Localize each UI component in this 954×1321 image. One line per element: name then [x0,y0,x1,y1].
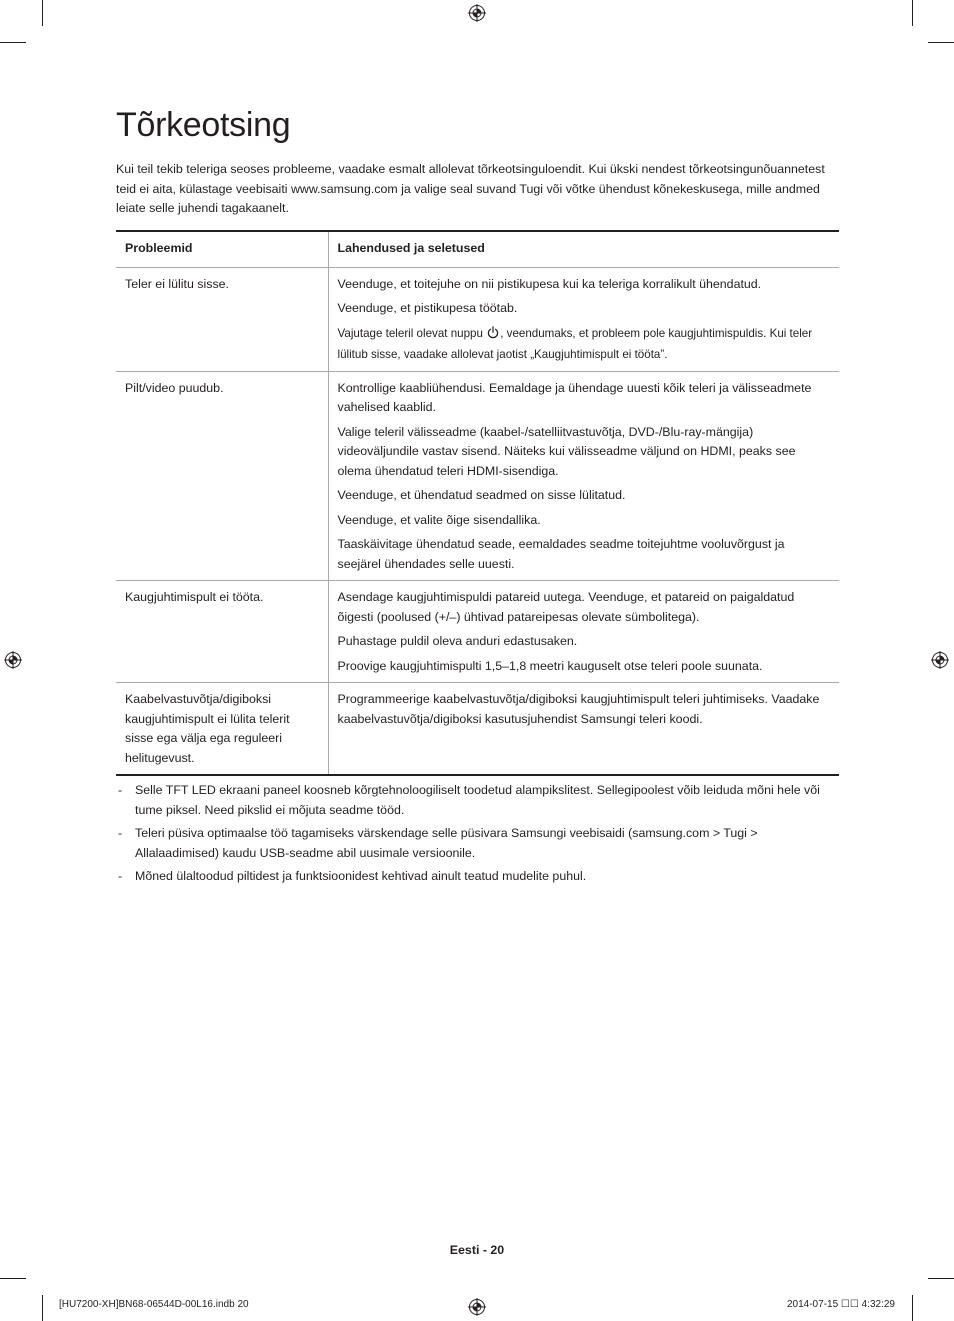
notes-list [116,781,839,891]
crop-mark [42,0,43,26]
crop-mark [928,42,954,43]
note-text: Selle TFT LED ekraani paneel koosneb kõrgtehnoloogiliselt toodetud alampikslitest. Sellegipoolest võib leiduda mõni hele või tume piksel. Need pikslid ei mõjuta seadme tööd. [135,783,820,817]
solutions-cell [328,581,839,683]
note-bullet: - [118,869,123,883]
solution-item: Proovige kaugjuhtimispulti 1,5–1,8 meetri kauguselt otse teleri poole suunata. [337,658,763,673]
problem-cell: Teler ei lülitu sisse. [116,267,328,371]
solution-item: Asendage kaugjuhtimispuldi patareid uutega. Veenduge, et patareid on paigaldatud õigesti (poolused (+/–) ühtivad patareipesas olevate sümbolitega). [337,590,795,624]
registration-mark-icon [468,1298,486,1316]
solution-item: Taaskäivitage ühendatud seade, eemaldades seadme toitejuhtme vooluvõrgust ja seejärel ühendades selle uuesti. [337,537,785,571]
crop-mark [912,0,913,26]
solution-item: Kontrollige kaabliühendusi. Eemaldage ja ühendage uuesti kõik teleri ja välisseadmete vahelised kaablid. [337,380,812,414]
registration-mark-icon [931,651,949,669]
table-row [116,371,839,581]
solution-item: Veenduge, et toitejuhe on nii pistikupesa kui ka teleriga korralikult ühendatud. [337,276,762,291]
problem-cell: Pilt/video puudub. [116,371,328,581]
solutions-cell [328,371,839,581]
page-number: Eesti - 20 [449,1243,505,1257]
power-icon [487,326,499,346]
page-title: Tõrkeotsing [116,106,291,144]
solutions-cell [328,267,839,371]
column-header-solutions: Lahendused ja seletused [328,231,839,267]
note-bullet: - [118,783,123,797]
solution-text: , veendumaks, et probleem pole kaugjuhtimispuldis. Kui teler lülitub sisse, vaadake allolevat jaotist „Kaugjuhtimispult ei tööta”. [337,326,813,361]
solution-item: Veenduge, et pistikupesa töötab. [337,301,518,315]
solution-item: Programmeerige kaabelvastuvõtja/digiboksi kaugjuhtimispult teleri juhtimiseks. Vaadake kaabelvastuvõtja/digiboksi kasutusjuhendist Samsungi teleri koodi. [337,692,820,726]
troubleshooting-table [116,230,839,776]
crop-mark [0,1278,26,1279]
note-text: Mõned ülaltoodud piltidest ja funktsioonidest kehtivad ainult teatud mudelite puhul. [135,869,587,883]
intro-paragraph: Kui teil tekib teleriga seoses probleeme, vaadake esmalt allolevat tõrkeotsinguloendit. Kui ükski nendest tõrkeotsingunõuannetest teid ei aita, külastage veebisaiti www.samsung.com ja valige seal suvand Tugi või võtke ühendust kõnekeskusega, mille andmed leiate selle juhendi tagakaanelt. [116,162,825,215]
registration-mark-icon [468,4,486,22]
table-row [116,683,839,776]
solution-item: Veenduge, et ühendatud seadmed on sisse lülitatud. [337,488,626,502]
note-item [116,824,839,863]
crop-mark [0,42,26,43]
note-item [116,867,839,887]
table-row [116,267,839,371]
solution-item: Valige teleril välisseadme (kaabel-/satelliitvastuvõtja, DVD-/Blu-ray-mängija) videoväljundile vastav sisend. Näiteks kui välisseadme väljund on HDMI, peaks see olema ühendatud teleri HDMI-sisendiga. [337,424,796,478]
note-item [116,781,839,820]
solution-text: Vajutage teleril olevat nuppu [337,326,483,340]
note-text: Teleri püsiva optimaalse töö tagamiseks värskendage selle püsivara Samsungi veebisaidi (samsung.com > Tugi > Allalaadimised) kaudu USB-seadme abil uusimale versioonile. [135,826,758,860]
problem-cell: Kaugjuhtimispult ei tööta. [116,581,328,683]
crop-mark [42,1295,43,1321]
table-header-row [116,231,839,267]
note-bullet: - [118,826,123,840]
solution-item: Veenduge, et valite õige sisendallika. [337,512,541,527]
crop-mark [912,1295,913,1321]
solutions-cell [328,683,839,776]
solution-item [338,324,831,365]
column-header-problems: Probleemid [116,231,328,267]
registration-mark-icon [4,651,22,669]
table-row [116,581,839,683]
footer-file-info: [HU7200-XH]BN68-06544D-00L16.indb 20 [59,1299,249,1310]
crop-mark [928,1278,954,1279]
solution-item: Puhastage puldil oleva anduri edastusaken. [337,634,578,648]
footer-timestamp: 2014-07-15 ☐☐ 4:32:29 [786,1299,895,1310]
problem-cell: Kaabelvastuvõtja/digiboksi kaugjuhtimispult ei lülita telerit sisse ega välja ega reguleeri helitugevust. [116,683,328,776]
